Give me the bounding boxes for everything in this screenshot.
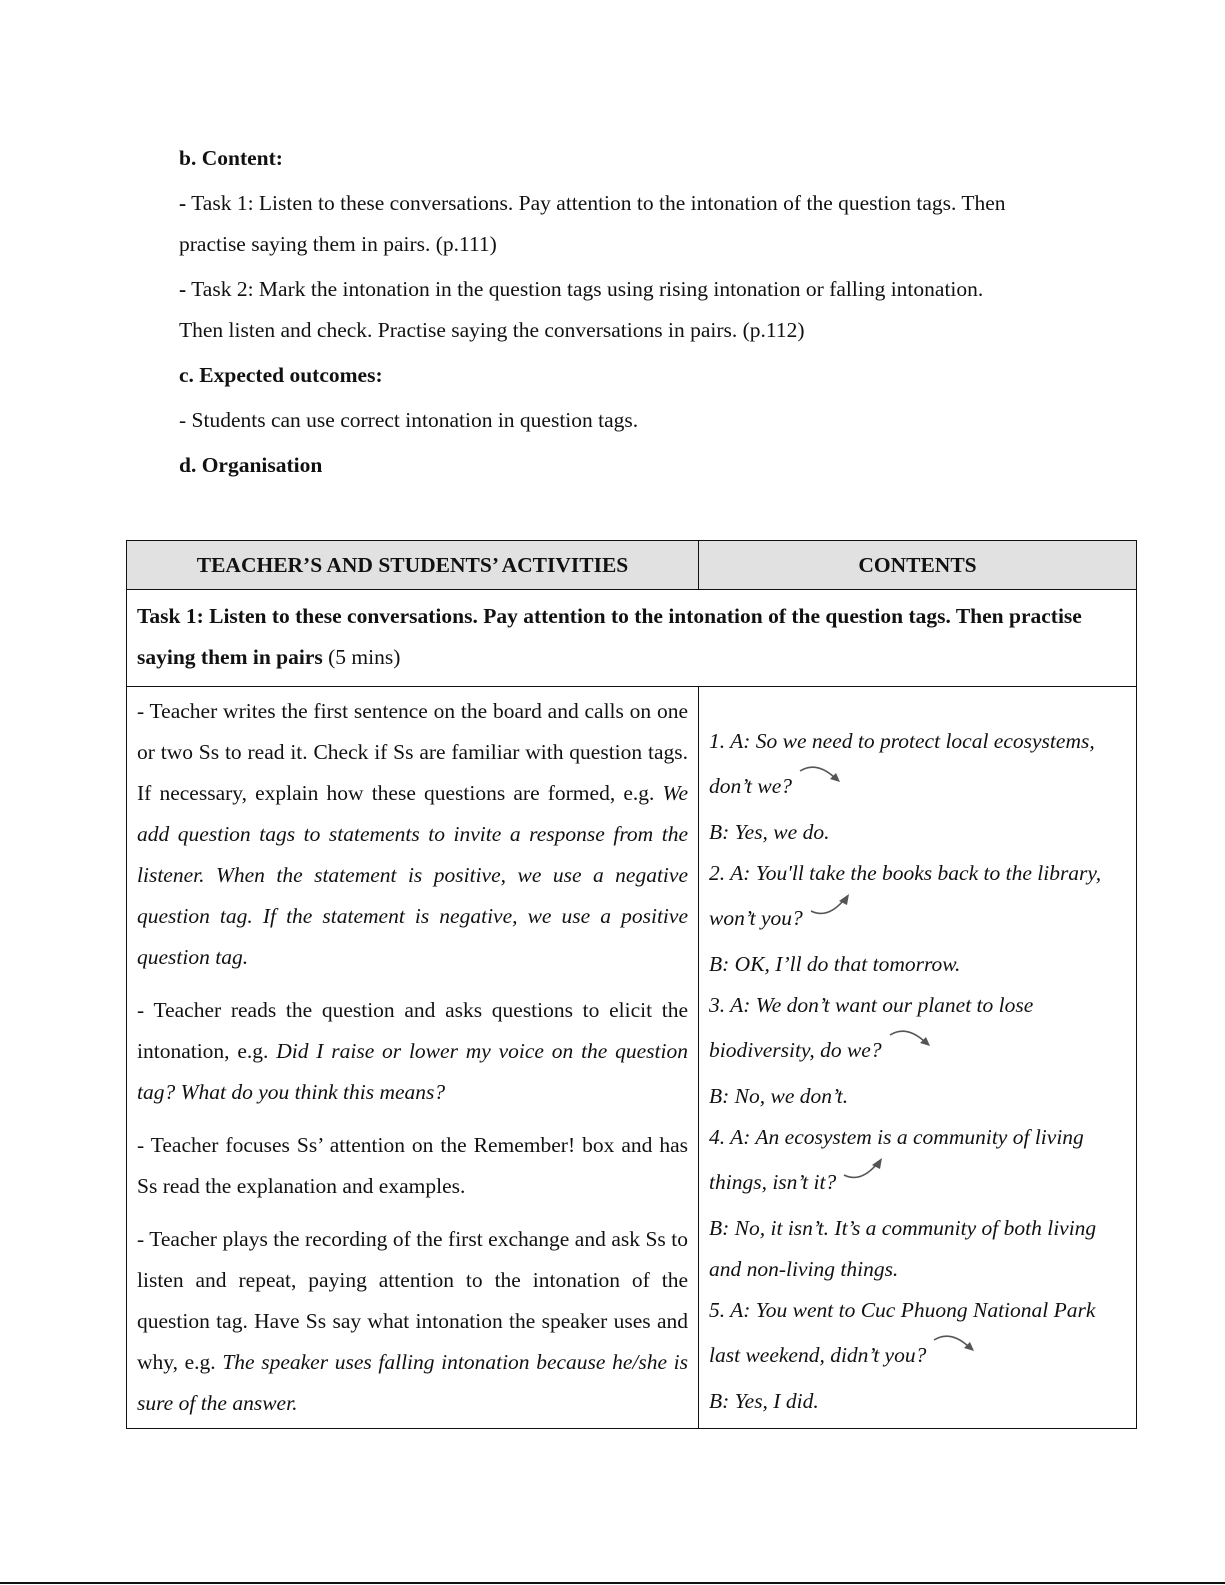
falling-intonation-arrow-icon [798, 754, 844, 802]
expected-outcomes-heading: c. Expected outcomes: [179, 363, 383, 387]
table-header-row [127, 541, 1137, 590]
task-title-row [127, 590, 1137, 687]
organisation-heading: d. Organisation [179, 453, 323, 477]
dialogue-line: 2. A: You'll take the books back to the library, [709, 861, 1102, 886]
dialogue-line: won’t you? [709, 894, 1130, 944]
dialogue-line: biodiversity, do we? [709, 1026, 1130, 1076]
activity-item: - Teacher plays the recording of the first exchange and ask Ss to listen and repeat, paying attention to the intonation of the question tag. Have Ss say what intonation the speaker uses and why, e.g. The speaker uses falling intonation because he/she is sure of the answer. [137, 1227, 688, 1415]
dialogue-line: B: No, we don’t. [709, 1084, 849, 1109]
lesson-activities-table [126, 540, 1137, 1429]
lesson-intro [179, 138, 1009, 490]
rising-intonation-arrow-icon [809, 886, 855, 934]
activity-item: - Teacher reads the question and asks questions to elicit the intonation, e.g. Did I raise or lower my voice on the question tag? What do you think this means? [137, 998, 688, 1104]
task-duration: (5 mins) [322, 645, 401, 669]
expected-outcome-item: - Students can use correct intonation in question tags. [179, 408, 639, 432]
task-title-cell [127, 590, 1137, 687]
activity-item: - Teacher focuses Ss’ attention on the Remember! box and has Ss read the explanation and examples. [137, 1133, 688, 1198]
falling-intonation-arrow-icon [888, 1018, 934, 1066]
dialogue-line: last weekend, didn’t you? [709, 1331, 1130, 1381]
dialogue-line: don’t we? [709, 762, 1130, 812]
page-bottom-divider [0, 1582, 1225, 1584]
content-task-1: - Task 1: Listen to these conversations. Pay attention to the intonation of the question tags. Then practise saying them in pairs. (p.111) [179, 191, 1006, 256]
dialogue-line: 1. A: So we need to protect local ecosystems, [709, 729, 1095, 753]
dialogue-line: 5. A: You went to Cuc Phuong National Park [709, 1298, 1096, 1323]
activity-item: - Teacher writes the first sentence on the board and calls on one or two Ss to read it. Check if Ss are familiar with question tags. If necessary, explain how these questions are formed, e.g. We add question tags to statements to invite a response from the listener. When the statement is positive, we use a negative question tag. If the statement is negative, we use a positive question tag. [137, 699, 688, 969]
dialogue-line: B: OK, I’ll do that tomorrow. [709, 952, 961, 977]
falling-intonation-arrow-icon [932, 1323, 978, 1371]
dialogue-line: 3. A: We don’t want our planet to lose [709, 993, 1034, 1018]
table-row [127, 687, 1137, 1429]
dialogue-line: things, isn’t it? [709, 1158, 1130, 1208]
content-task-2: - Task 2: Mark the intonation in the question tags using rising intonation or falling intonation. Then listen and check. Practise saying the conversations in pairs. (p.112) [179, 277, 984, 342]
content-heading: b. Content: [179, 146, 283, 170]
dialogue-line: B: Yes, we do. [709, 820, 830, 845]
task-title: Task 1: Listen to these conversations. Pay attention to the intonation of the question tags. Then practise saying them in pairs [137, 604, 1082, 669]
dialogue-line: and non-living things. [709, 1257, 899, 1282]
header-contents: CONTENTS [699, 541, 1137, 590]
header-activities: TEACHER’S AND STUDENTS’ ACTIVITIES [127, 541, 699, 590]
dialogue-line: B: Yes, I did. [709, 1389, 819, 1414]
dialogue-line: 4. A: An ecosystem is a community of living [709, 1125, 1084, 1150]
activities-cell [127, 687, 699, 1429]
dialogue-line: B: No, it isn’t. It’s a community of both living [709, 1216, 1097, 1241]
rising-intonation-arrow-icon [842, 1150, 888, 1198]
contents-cell [699, 687, 1137, 1429]
